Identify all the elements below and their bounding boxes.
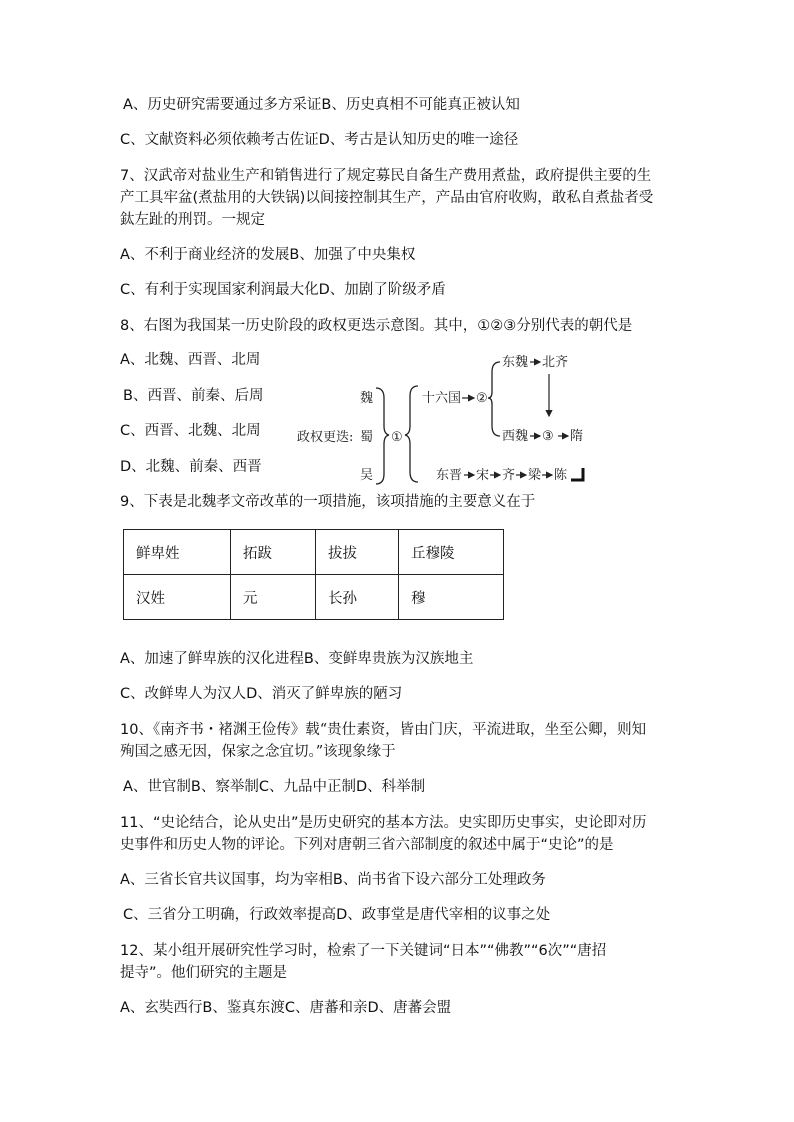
diagram-sixteen-kingdoms: 十六国 bbox=[422, 391, 462, 406]
q8-option-b: B、西晋、前秦、后周 bbox=[123, 388, 264, 404]
q7-options-ab: A、不利于商业经济的发展B、加强了中央集权 bbox=[120, 247, 416, 263]
q8-option-d: D、北魏、前秦、西晋 bbox=[120, 459, 262, 475]
diagram-beiqi: 北齐 bbox=[542, 355, 569, 370]
brace-after-1 bbox=[405, 386, 418, 482]
q12-options: A、玄奘西行B、鉴真东渡C、唐蕃和亲D、唐蕃会盟 bbox=[120, 1000, 452, 1016]
q10-stem-suffix: 该现象缘于 bbox=[323, 744, 396, 760]
q10-stem-prefix: 10、《南齐书・褚渊王俭传》载 bbox=[120, 722, 320, 738]
q12-stem-line-2: 提寺”。他们研究的主题是 bbox=[120, 965, 288, 981]
q8-option-a: A、北魏、西晋、北周 bbox=[120, 352, 261, 368]
q11-stem-line-1: 11、“史论结合，论从史出”是历史研究的基本方法。史实即历史事实，史论即对历 bbox=[120, 815, 647, 831]
table-cell: 拔拔 bbox=[316, 530, 399, 575]
q6-options-cd: C、文献资料必须依赖考古佐证D、考古是认知历史的唯一途径 bbox=[120, 132, 519, 148]
q7-stem-line-3: 鈦左趾的刑罚。一规定 bbox=[120, 212, 265, 228]
diagram-wei: 魏 bbox=[360, 391, 374, 406]
q9-options-ab: A、加速了鲜卑族的汉化进程B、变鲜卑贵族为汉族地主 bbox=[120, 651, 474, 667]
surname-table bbox=[123, 529, 504, 620]
q7-options-cd: C、有利于实现国家利润最大化D、加剧了阶级矛盾 bbox=[120, 282, 446, 298]
diagram-circle-3: ③ bbox=[542, 429, 554, 444]
q11-options-cd: C、三省分工明确，行政效率提高D、政事堂是唐代宰相的议事之处 bbox=[123, 907, 551, 923]
q8-stem: 8、右图为我国某一历史阶段的政权更迭示意图。其中，①②③分别代表的朝代是 bbox=[120, 318, 633, 334]
table-cell: 穆 bbox=[399, 575, 504, 620]
q10-quote-part-1: “贵仕素资，皆由门庆，平流进取，坐至公卿，则知 bbox=[319, 722, 647, 738]
q7-stem-line-2: 产工具牢盆(煮盐用的大铁锅)以间接控制其生产，产品由官府收购，敢私自煮盐者受 bbox=[120, 190, 654, 206]
table-cell: 汉姓 bbox=[124, 575, 231, 620]
table-cell: 元 bbox=[231, 575, 316, 620]
table-cell: 丘穆陵 bbox=[399, 530, 504, 575]
brace-three-kingdoms bbox=[376, 388, 389, 484]
diagram-liang: 梁 bbox=[528, 468, 542, 483]
q8-option-c: C、西晋、北魏、北周 bbox=[120, 423, 261, 439]
diagram-sui: 隋 bbox=[570, 429, 584, 444]
q10-stem-line-2 bbox=[120, 742, 396, 762]
diagram-label: 政权更迭: bbox=[297, 430, 354, 445]
q10-stem-line-1 bbox=[120, 720, 646, 740]
diagram-shu: 蜀 bbox=[360, 430, 374, 445]
q6-options-ab: A、历史研究需要通过多方采证B、历史真相不可能真正被认知 bbox=[123, 97, 520, 113]
table-cell: 拓跋 bbox=[231, 530, 316, 575]
table-row bbox=[124, 575, 504, 620]
q9-stem: 9、下表是北魏孝文帝改革的一项措施，该项措施的主要意义在于 bbox=[120, 494, 536, 510]
diagram-circle-1: ① bbox=[391, 430, 403, 445]
q11-options-ab: A、三省长官共议国事，均为宰相B、尚书省下设六部分工处理政务 bbox=[120, 872, 546, 888]
diagram-chen: 陈 bbox=[554, 468, 568, 483]
diagram-dongjin: 东晋 bbox=[436, 468, 463, 483]
diagram-qi: 齐 bbox=[502, 468, 516, 483]
diagram-dongwei: 东魏 bbox=[502, 355, 529, 370]
q7-stem-line-1: 7、汉武帝对盐业生产和销售进行了规定募民自备生产费用煮盐，政府提供主要的生 bbox=[120, 168, 652, 184]
q10-quote-part-2: 殉国之感无因，保家之念宜切。” bbox=[120, 744, 324, 760]
table-cell: 长孙 bbox=[316, 575, 399, 620]
table-cell: 鲜卑姓 bbox=[124, 530, 231, 575]
q12-stem-line-1: 12、某小组开展研究性学习时，检索了一下关键词“日本”“佛教”“6次”“唐招 bbox=[120, 943, 607, 959]
table-row bbox=[124, 530, 504, 575]
arrow-chen-to-sui bbox=[571, 468, 583, 480]
q10-options: A、世官制B、察举制C、九品中正制D、科举制 bbox=[123, 779, 426, 795]
q9-options-cd: C、改鲜卑人为汉人D、消灭了鲜卑族的陋习 bbox=[120, 686, 403, 702]
diagram-wu: 吴 bbox=[360, 468, 374, 483]
brace-after-2 bbox=[488, 362, 500, 436]
diagram-circle-2: ② bbox=[476, 391, 488, 406]
regime-succession-diagram bbox=[290, 346, 610, 492]
diagram-xiwei: 西魏 bbox=[502, 429, 529, 444]
q11-stem-line-2: 史事件和历史人物的评论。下列对唐朝三省六部制度的叙述中属于“史论”的是 bbox=[120, 837, 614, 853]
diagram-song: 宋 bbox=[476, 468, 490, 483]
